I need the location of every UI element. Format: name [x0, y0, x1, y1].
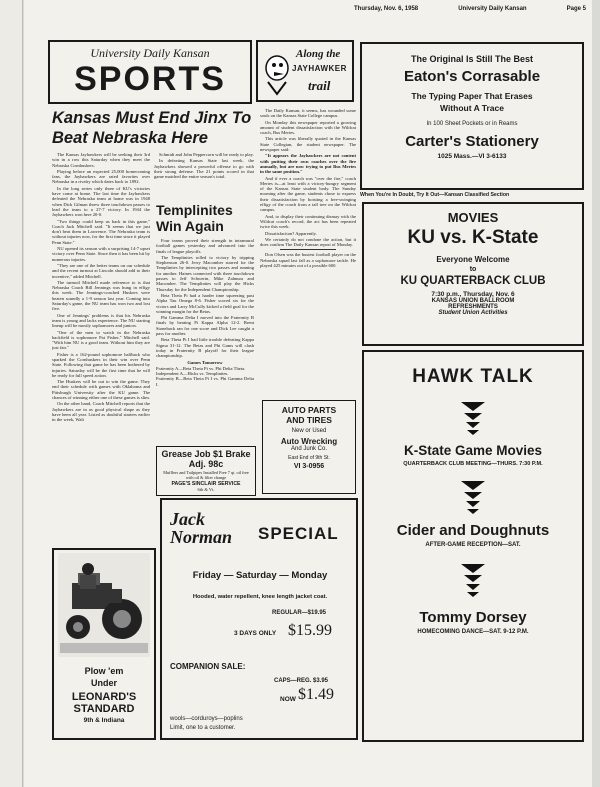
trail-logo	[256, 40, 354, 102]
lead-paragraph: On the other hand, Coach Mitchell reports that the Jayhawkers are in as good physical shape as they have been all year. Listed as doubtful starters earlier in the week, Walt	[52, 401, 150, 423]
autoparts-line1: AUTO PARTS	[281, 405, 337, 415]
lead-paragraph: The Kansas Jayhawkers will be seeking their 3rd win in a row this Saturday when they meet the Nebraska Cornhuskers.	[52, 152, 150, 168]
trail-rule	[280, 249, 336, 250]
movies-line3: Everyone Welcome	[436, 255, 510, 264]
grease-shop: PAGE'S SINCLAIR SERVICE	[171, 481, 241, 487]
jacknorman-special: SPECIAL	[258, 524, 339, 543]
lead-headline: Kansas Must End Jinx To Beat Nebraska Here	[52, 109, 252, 147]
trail-paragraph: Don Olsen was the busiest football player on the Nebraska squad last fall as a sophomore tackle. He played 425 minutes out of a possible 600.	[260, 252, 356, 269]
templinites-paragraph: Phi Gamma Delta I moved into the Fraternity B finals by beating Pi Kappa Alpha 12-2. Brent Stoneback ran for one score and Dick Lee caught a pass for another.	[156, 315, 254, 337]
movies-line1: MOVIES	[447, 210, 499, 225]
eatons-corrasable-ad	[360, 42, 584, 190]
lead-story-column-1	[52, 152, 150, 542]
hawk-talk-ad	[362, 350, 584, 742]
hawktalk-item1: K-State Game Movies	[403, 443, 543, 458]
schedule-item: Fraternity B—Beta Theta Pi I vs. Phi Gamma Delta I.	[156, 376, 254, 387]
hawktalk-item2-detail: AFTER-GAME RECEPTION—SAT.	[425, 542, 521, 548]
hawktalk-item3: Tommy Dorsey	[419, 609, 527, 626]
auto-parts-ad	[262, 400, 356, 494]
masthead-kicker: University Daily Kansan	[90, 46, 210, 60]
schedule-item: Fraternity A—Beta Theta Pi vs. Phi Delta Theta.	[156, 365, 246, 371]
jacknorman-desc: Hooded, water repellent, knee length jacket coat.	[192, 594, 328, 600]
movies-line7: KANSAS UNION BALLROOM	[431, 298, 515, 304]
page-folio	[354, 6, 586, 12]
autoparts-line3: New or Used	[291, 428, 327, 434]
jacknorman-regular: REGULAR—$19.95	[272, 610, 327, 616]
down-arrow-icon	[466, 501, 480, 507]
lead-paragraph: "Two things could keep us back in this game," Coach Jack Mitchell said. "It seems that we just don't beat them in Lawrence. The Nebraska team is without injuries now, for the first time since it played Penn State."	[52, 218, 150, 245]
down-arrow-icon	[461, 481, 485, 490]
leonards-standard-ad	[52, 548, 156, 740]
lead-continued-paragraph: In defeating Kansas State last week, the Jayhawkers showed a powerful offense to go with their strong defense. The 21 points scored in that game matched the entire season's total.	[154, 158, 254, 180]
hawktalk-title: HAWK TALK	[412, 366, 534, 387]
movies-ad	[362, 202, 584, 346]
trail-story	[260, 108, 356, 398]
templinites-paragraph: Four teams proved their strength in intramural football games yesterday and advanced into the finals of league playoffs.	[156, 238, 254, 254]
autoparts-line5: And Junk Co.	[290, 446, 328, 452]
down-arrow-icon	[466, 422, 480, 428]
down-arrow-icon	[464, 575, 482, 582]
arrow-group-1	[364, 402, 582, 435]
leonards-line3: LEONARD'S	[71, 691, 137, 703]
lead-paragraph: In the long series only three of KU's victories have come at home. The last time the Jayhawkers defeated the Nebraska team at home was in 1948 when Dick Gilman threw three touchdown passes to lead the team to a 27-7 victory. In 1944 the Jayhawkers won here 20-0.	[52, 185, 150, 218]
tractor-illustration	[58, 553, 150, 657]
folio-paper: University Daily Kansan	[458, 6, 527, 12]
down-arrow-icon	[461, 564, 485, 573]
templinites-paragraph: Beta Theta Pi I had little trouble defeating Kappa Sigma 31-12. The Betas and Phi Gams will clash today in Fraternity B playoff for their league championship.	[156, 337, 254, 359]
movies-line4: to	[469, 266, 477, 273]
down-arrow-icon	[466, 584, 480, 590]
trail-paragraph: "It appears the Jayhawkers are not content with putting their own coaches over the fire annually, but are now trying to put Bus Mertes in the same position."	[260, 153, 356, 175]
folio-page: Page 5	[566, 6, 586, 12]
jayhawk-icon	[262, 48, 292, 98]
movies-line6: 7:30 p.m., Thursday, Nov. 6	[431, 291, 515, 298]
lead-paragraph: Playing before an expected 25,000 homecoming fans, the Jayhawkers are rated favorites over Nebraska in a rivalry which dates back to 1892.	[52, 168, 150, 185]
eatons-line2: Eaton's Corrasable	[403, 68, 541, 85]
lead-paragraph: The turmoil Mitchell made reference to is that Nebraska Coach Bill Jennings was hung in effigy this week. The Jennings-coached Huskers were beaten soundly a 1-9 season last year. Coming into Saturday's game, the NU team has won two and lost five.	[52, 279, 150, 312]
movies-line9: Student Union Activities	[438, 310, 508, 316]
trail-title-1: Along the	[296, 48, 341, 60]
templinites-paragraph: The Templinites rolled to victory by tripping Stephenson 26-0. Jerry Macomber starred for the Templinites by intercepting two passes and running for another. Haines connected with three touchdown passes to Jeff Schwerin, Mike Zahnura and Macomber. The Templinites will play the Hicks Thursday for the Independent Championship.	[156, 254, 254, 292]
grease-job-ad	[156, 446, 256, 496]
lead-continued-paragraph: Schmidt and John Peppercorn will be ready to play.	[159, 152, 254, 157]
masthead-title: SPORTS	[74, 60, 226, 98]
movies-line5: KU QUARTERBACK CLUB	[400, 275, 546, 287]
leonards-line1: Plow 'em	[84, 666, 124, 676]
eatons-line1: The Original Is Still The Best	[410, 54, 534, 64]
grease-title: Grease Job $1 Brake Adj. 98c	[161, 449, 251, 469]
schedule-item: Independent A—Hicks vs. Templinites.	[156, 371, 229, 377]
games-tomorrow-title: Games Tomorrow	[187, 359, 223, 365]
jacknorman-limit: Limit, one to a customer.	[170, 725, 236, 731]
leonards-line2: Under	[90, 678, 117, 688]
adjacent-page-edge	[0, 0, 23, 787]
eatons-line7: 1025 Mass.—VI 3-6133	[437, 153, 507, 160]
eatons-line3: The Typing Paper That Erases	[411, 91, 533, 101]
trail-paragraph: On Monday this newspaper reported a growing amount of student dissatisfaction with the Wildcat coach, Bus Mertes.	[260, 119, 356, 136]
eatons-line5: In 100 Sheet Pockets or in Reams	[426, 121, 518, 127]
templinites-headline: Templinites Win Again	[156, 202, 233, 234]
templinites-paragraph: Beta Theta Pi had a harder time squeezing past Alpha Tau Omega 8-6. Fisher scored six for the victors and Larry McCully kicked a field goal for the winning margin for the Betas.	[156, 292, 254, 314]
autoparts-line6: East End of 9th St.	[288, 455, 330, 461]
folio-date: Thursday, Nov. 6, 1958	[354, 6, 419, 12]
hawktalk-item2: Cider and Doughnuts	[396, 522, 550, 539]
grease-address: 6th & Vt.	[197, 487, 215, 492]
trail-paragraph: The Daily Kansan, it seems, has wounded some souls on the Kansas State College campus.	[260, 108, 356, 119]
lead-paragraph: "They are one of the better teams on our schedule and the recent turnout at Lincoln should add to their incentive," added Mitchell.	[52, 262, 150, 279]
trail-paragraph: And, to display their continuing dismay with the Wildcat coach's record, the act has been repeated twice this week.	[260, 213, 356, 230]
trail-title-3: trail	[308, 78, 331, 93]
templinites-story	[156, 238, 254, 442]
autoparts-line2: AND TIRES	[286, 415, 332, 425]
trail-paragraph: Dissatisfaction? Apparently.	[265, 230, 317, 236]
lead-story-continued	[154, 152, 254, 200]
leonards-line5: 9th & Indiana	[83, 717, 125, 724]
jacknorman-brand: Jack Norman	[170, 509, 233, 547]
grease-detail: Mufflers and Tailpipes Installed Free 7 qt. oil free with oil & filter change	[163, 470, 249, 480]
lead-paragraph: "One of the men to watch in the Nebraska backfield is sophomore Pat Fisher," Mitchell said. "With him NU is a good team. Without him they are just fair."	[52, 329, 150, 351]
hawktalk-item3-detail: HOMECOMING DANCE—SAT. 9-12 P.M.	[417, 629, 529, 635]
down-arrow-icon	[467, 592, 479, 597]
jacknorman-days: Friday — Saturday — Monday	[192, 570, 328, 581]
movies-line8: REFRESHMENTS	[448, 304, 498, 310]
eatons-line4: Without A Trace	[440, 103, 504, 113]
hawktalk-item1-detail: QUARTERBACK CLUB MEETING—THURS. 7:30 P.M.	[403, 461, 543, 467]
jacknorman-fabrics: wools—corduroys—poplins	[170, 716, 243, 722]
down-arrow-icon	[461, 402, 485, 411]
down-arrow-icon	[467, 430, 479, 435]
trail-paragraph: We certainly do not condone the action, but it does confirm The Daily Kansan report of Monday.	[260, 236, 356, 248]
jacknorman-price2: $1.49	[298, 686, 334, 703]
trail-paragraph: And if ever a coach was "over the fire," coach Mertes is—at least with a victory-hungry segment of the Kansas State student body. The Sunday morning after the game, students chose to express their dissatisfaction by hoisting a free-swinging effigy of the coach from a tall tree on the Wildcat campus.	[260, 175, 356, 213]
down-arrow-icon	[464, 492, 482, 499]
jacknorman-caps: CAPS—REG. $3.95	[274, 678, 329, 684]
eatons-line6: Carter's Stationery	[405, 133, 539, 150]
lead-paragraph: Fisher is a 162-pound sophomore halfback who sparked the Cornhuskers in their win over Penn State. Following that game he has been bothered by injuries. Saturday will be the first time that he will be ready for full speed action.	[52, 351, 150, 378]
autoparts-phone: VI 3-0956	[293, 463, 325, 470]
autoparts-line4: Auto Wrecking	[280, 437, 338, 446]
down-arrow-icon	[464, 413, 482, 420]
lead-paragraph: NU opened its season with a surprising 14-7 upset victory over Penn State. Since then it has been hit by numerous injuries.	[52, 246, 150, 262]
lead-paragraph: The Huskers will be out to win the game. They end their schedule with games with Oklahoma and Pittsburgh University after the KU game. The chances of winning either one of these games is slim.	[52, 379, 150, 401]
down-arrow-icon	[467, 509, 479, 514]
movies-line2: KU vs. K-State	[407, 227, 539, 248]
jack-norman-ad	[160, 498, 358, 740]
lead-paragraph: One of Jennings' problems is that his Nebraska team is young and lacks experience. The NU starting lineup will be mostly sophomores and juniors.	[52, 312, 150, 329]
sports-masthead	[48, 40, 252, 104]
leonards-line4: STANDARD	[73, 703, 135, 715]
trail-title-2: JAYHAWKER	[292, 64, 347, 73]
arrow-group-2	[364, 481, 582, 514]
classified-line: When You're In Doubt, Try It Out—Kansan Classified Section	[360, 192, 510, 198]
jacknorman-companion: COMPANION SALE:	[170, 662, 246, 671]
trail-paragraph: This article was liberally quoted in the Kansas State Collegian, the student newspaper. The newspaper said:	[260, 136, 356, 153]
jacknorman-threedays: 3 DAYS ONLY	[234, 630, 277, 637]
jacknorman-now: NOW	[280, 696, 296, 703]
arrow-group-3	[364, 564, 582, 597]
jacknorman-price1: $15.99	[288, 622, 332, 639]
